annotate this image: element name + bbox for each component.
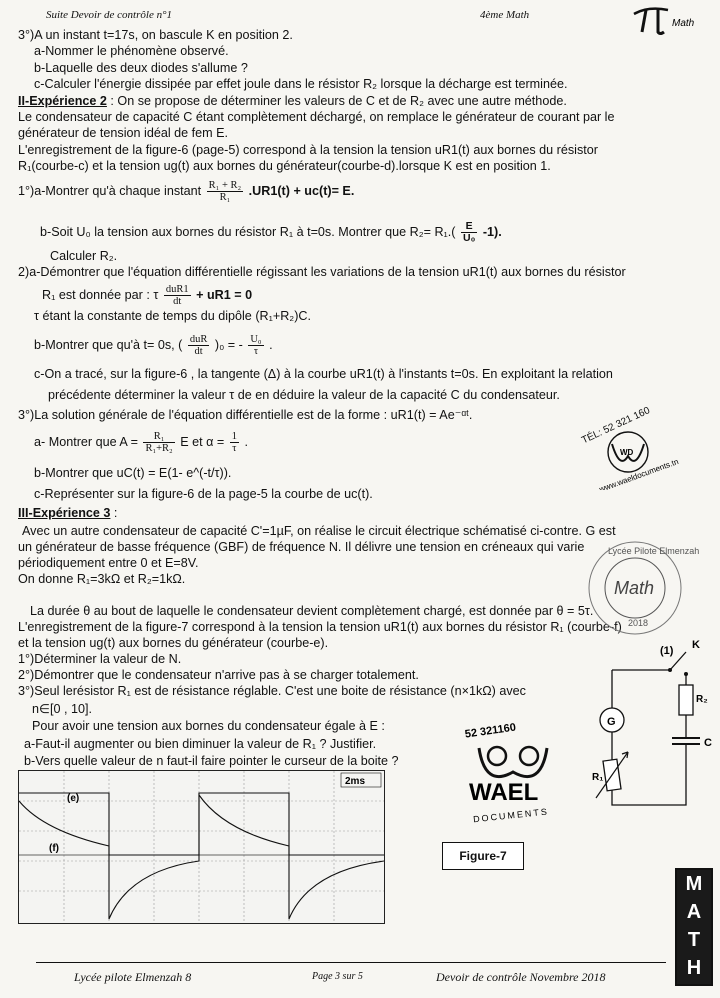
q2a-equation: R₁ est donnée par : τ $\frac{\text{duR1}}{dt}$ + uR1 = 0 [42, 284, 253, 307]
side-tag-t: T [687, 929, 701, 951]
exp2-line4: L'enregistrement de la figure-6 (page-5) correspond à la tension la tension uR1(t) aux bornes du résistor [18, 143, 598, 157]
q2b-fraction2: $\frac{\text{U₀}}{\tau}$ [250, 334, 262, 357]
exp3-q3a: a-Faut-il augmenter ou bien diminuer la valeur de R₁ ? Justifier. [24, 737, 377, 751]
exp2-line2: Le condensateur de capacité C étant complètement déchargé, on remplace le générateur de courant par le [18, 110, 615, 124]
q2a: 2)a-Démontrer que l'équation différentielle régissant les variations de la tension uR1(t) aux bornes du résistor [18, 265, 626, 279]
exp3-line7: et la tension ug(t) aux bornes du générateur (courbe-e). [18, 636, 329, 650]
footer-right: Devoir de contrôle Novembre 2018 [436, 970, 606, 984]
q1b-calc: Calculer R₂. [50, 249, 118, 263]
circuit-g: G [607, 716, 616, 728]
stamp-year: 2018 [628, 618, 649, 628]
wael-phone: 52 321160 [464, 721, 517, 741]
exp3-q2: 2°)Démontrer que le condensateur n'arrive pas à se charger totalement. [18, 668, 419, 682]
header-center: 4ème Math [480, 9, 530, 21]
q2b: b-Montrer que qu'à t= 0s, ( $\frac{\text{duR}}{dt}$ )₀ = - $\frac{\text{U₀}}{\tau}$ . [34, 334, 273, 357]
side-tag-h: H [686, 957, 702, 979]
q3b: b-Laquelle des deux diodes s'allume ? [34, 61, 248, 75]
logo-text: Math [672, 18, 695, 29]
exp3-line6: L'enregistrement de la figure-7 correspond à la tension la tension uR1(t) aux bornes du résistor R₁ (courbe-f) [18, 620, 622, 634]
circuit-k: K [692, 640, 700, 651]
exp3-line4: On donne R₁=3kΩ et R₂=1kΩ. [18, 572, 186, 586]
q3b-eq: b-Montrer que uC(t) = E(1- e^(-t/τ)). [34, 466, 232, 480]
q3-general: 3°)La solution générale de l'équation différentielle est de la forme : uR1(t) = Ae⁻ᵅᵗ. [18, 408, 473, 422]
q3c: c-Représenter sur la figure-6 de la page-5 la courbe de uc(t). [34, 487, 373, 501]
footer-rule [36, 962, 666, 963]
q3c: c-Calculer l'énergie dissipée par effet joule dans le résistor R₂ lorsque la décharge est terminée. [34, 77, 568, 91]
q1a-post: .UR1(t) + uc(t)= E. [248, 183, 355, 198]
exp3-colon: : [113, 506, 118, 520]
figure7-curve-f: (f) [49, 843, 59, 854]
exp2-line3: générateur de tension idéal de fem E. [18, 126, 229, 140]
figure7-scale: 2ms [345, 776, 366, 787]
exp2-heading [18, 94, 567, 109]
exp3-line1: Avec un autre condensateur de capacité C'=1µF, on réalise le circuit électrique schématisé ci-contre. G est [22, 524, 616, 538]
q1b-fraction: $\frac{E}{\text{U₀}}$ [463, 220, 476, 244]
q1a [18, 180, 354, 203]
q1b-pre: b-Soit U₀ la tension aux bornes du résistor R₁ à t=0s. Montrer que R₂= R₁.( [40, 224, 456, 239]
exp2-intro: : On se propose de déterminer les valeurs de C et de R₂ avec une autre méthode. [110, 94, 567, 108]
exp3-q3b: b-Vers quelle valeur de n faut-il faire pointer le curseur de la boite ? [24, 754, 399, 768]
stamp-site: www.waeldocuments.tn [598, 456, 680, 490]
q1a-pre: 1°)a-Montrer qu'à chaque instant [18, 183, 202, 198]
exp3-q3-range: n∈[0 , 10]. [32, 702, 92, 716]
exp2-line5: R₁(courbe-c) et la tension ug(t) aux bornes du générateur(courbe-d).lorsque K est en position 1. [18, 159, 551, 173]
stamp-lycee: Lycée Pilote Elmenzah 8 [608, 546, 700, 556]
exp3-line2: un générateur de basse fréquence (GBF) de fréquence N. Il délivre une tension en créneaux qui varie [18, 540, 585, 554]
figure7-label: Figure-7 [442, 842, 524, 870]
exp3-line5: La durée θ au bout de laquelle le condensateur devient complètement chargé, est donnée par θ = 5τ. [30, 604, 594, 618]
footer-center: Page 3 sur 5 [312, 971, 363, 982]
q1a-fraction: $\frac{\text{R₁ + R₂}}{\text{R₁}}$ [208, 180, 242, 203]
circuit-r2: R₂ [696, 694, 708, 705]
stamp-top [568, 400, 698, 490]
q3a-fraction: $\frac{\text{R₁}}{\text{R₁+R₂}}$ [145, 431, 173, 454]
side-tag-m: M [685, 873, 703, 895]
q2a-fraction: $\frac{\text{duR1}}{dt}$ [165, 284, 189, 307]
q3a-fraction2: $\frac{1}{\tau}$ [231, 431, 238, 454]
exp3-title: III-Expérience 3 [18, 506, 111, 520]
stamp-phone: TÉL: 52 321 160 [580, 405, 652, 447]
wael-documents: DOCUMENTS [472, 806, 550, 825]
exp3-q3: 3°)Seul lerésistor R₁ est de résistance réglable. C'est une boite de résistance (n×1kΩ) avec [18, 684, 526, 698]
header-logo [628, 2, 698, 38]
q3a-eq: a- Montrer que A = $\frac{\text{R₁}}{\text{R₁+R₂}}$ E et α = $\frac{1}{\tau}$ . [34, 431, 249, 454]
circuit-k1: (1) [660, 645, 674, 657]
header-left: Suite Devoir de contrôle n°1 [46, 9, 172, 21]
q1b-post: -1). [482, 224, 502, 239]
wael-stamp [455, 712, 575, 832]
circuit-c: C [704, 737, 712, 749]
exp2-title: II-Expérience 2 [18, 94, 107, 108]
side-tag-a: A [686, 901, 702, 923]
figure7-oscillogram [18, 770, 385, 924]
circuit-r1: R₁ [592, 772, 604, 783]
side-tag [675, 868, 713, 986]
q2c-line2: précédente déterminer la valeur τ de en déduire la valeur de la capacité C du condensateur. [48, 388, 560, 402]
lycee-stamp [570, 530, 700, 640]
q1b [40, 221, 502, 244]
q2b-fraction: $\frac{\text{duR}}{dt}$ [189, 334, 208, 357]
q2c-line1: c-On a tracé, sur la figure-6 , la tangente (Δ) à la courbe uR1(t) à l'instants t=0s. En exploitant la relation [34, 367, 613, 381]
q3: 3°)A un instant t=17s, on bascule K en position 2. [18, 28, 293, 42]
wael-brand: WAEL [469, 779, 539, 806]
exp3-heading [18, 506, 117, 521]
q2a-tau: τ étant la constante de temps du dipôle (R₁+R₂)C. [34, 309, 311, 323]
stamp-wd: WD [620, 448, 634, 457]
exp3-q1: 1°)Déterminer la valeur de N. [18, 652, 182, 666]
exp3-line3: périodiquement entre 0 et E=8V. [18, 556, 199, 570]
figure7-curve-e: (e) [67, 793, 80, 804]
exp3-q3-question: Pour avoir une tension aux bornes du condensateur égale à E : [32, 719, 385, 733]
stamp-math: Math [614, 578, 655, 598]
footer-left: Lycée pilote Elmenzah 8 [74, 970, 192, 984]
q3a: a-Nommer le phénomène observé. [34, 44, 229, 58]
circuit-diagram [582, 640, 718, 815]
